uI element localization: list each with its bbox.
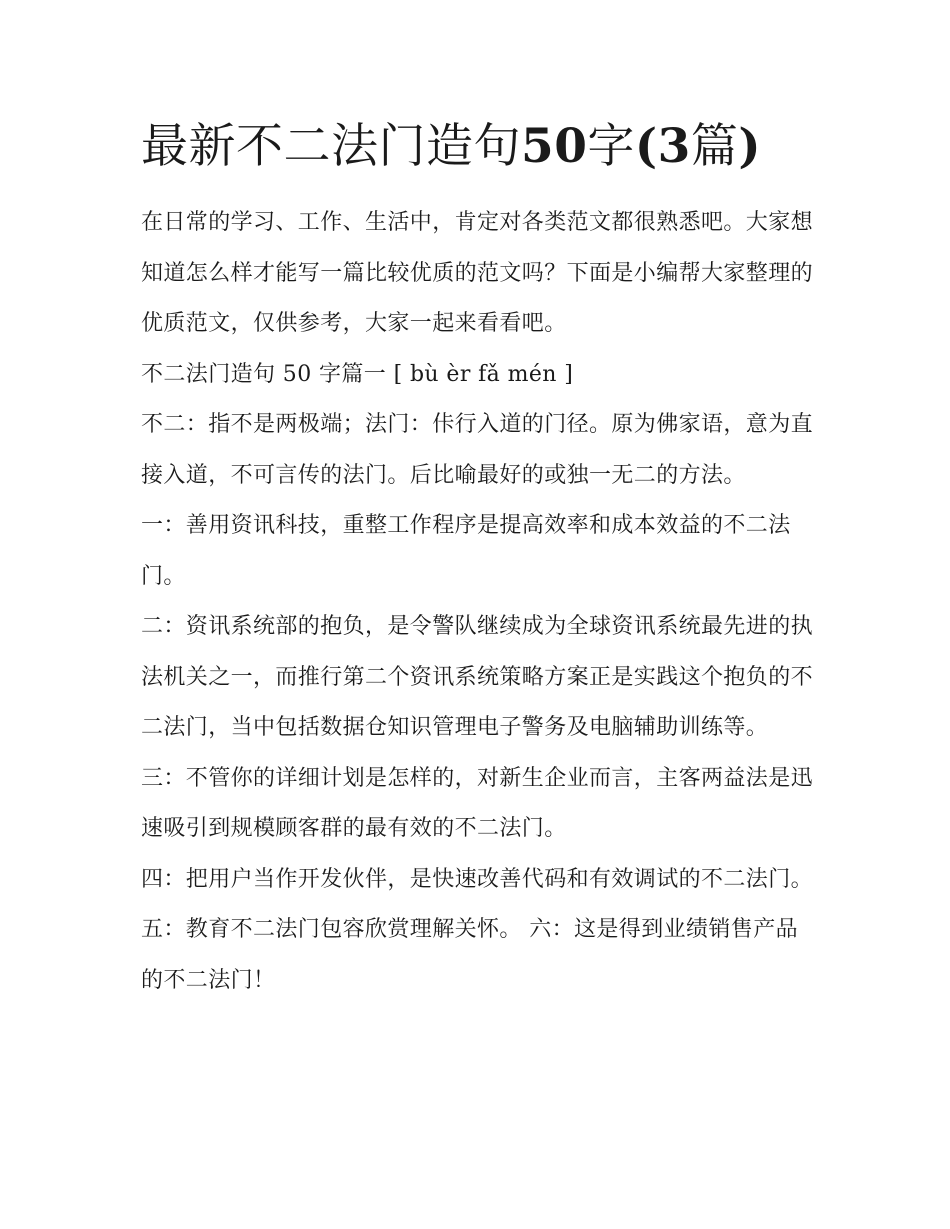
document-page (141, 112, 813, 1006)
title-text-1: 最新不二法门造句 (141, 119, 521, 174)
example-sentence-4: 四：把用户当作开发伙伴，是快速改善代码和有效调试的不二法门。 五：教育不二法门包容欣赏理解关怀。 六：这是得到业绩销售产品的不二法门！ (141, 866, 814, 993)
example-sentence-3: 三：不管你的详细计划是怎样的，对新生企业而言，主客两益法是迅速吸引到规模顾客群的最有效的不二法门。 (141, 765, 814, 841)
title-text-2: 字 (587, 119, 635, 174)
document-body (141, 198, 813, 1006)
example-sentence-2: 二：资讯系统部的抱负，是令警队继续成为全球资讯系统最先进的执法机关之一，而推行第二个资讯系统策略方案正是实践这个抱负的不二法门，当中包括数据仓知识管理电子警务及电脑辅助训练等。 (141, 614, 814, 740)
title-paren-count: (3 (634, 119, 691, 174)
intro-paragraph: 在日常的学习、工作、生活中，肯定对各类范文都很熟悉吧。大家想知道怎么样才能写一篇比较优质的范文吗？下面是小编帮大家整理的优质范文，仅供参考，大家一起来看看吧。 (141, 210, 814, 336)
title-text-3: 篇 (690, 119, 739, 174)
document-title (141, 112, 813, 182)
title-number: 50 (521, 119, 588, 174)
section-heading: 不二法门造句 50 字篇一 [ bù èr fǎ mén ] (141, 361, 574, 387)
example-sentence-1: 一：善用资讯科技，重整工作程序是提高效率和成本效益的不二法门。 (141, 513, 791, 589)
definition-paragraph: 不二：指不是两极端；法门：佧行入道的门径。原为佛家语，意为直接入道，不可言传的法门。后比喻最好的或独一无二的方法。 (141, 412, 814, 488)
title-close-paren: ) (738, 119, 762, 174)
